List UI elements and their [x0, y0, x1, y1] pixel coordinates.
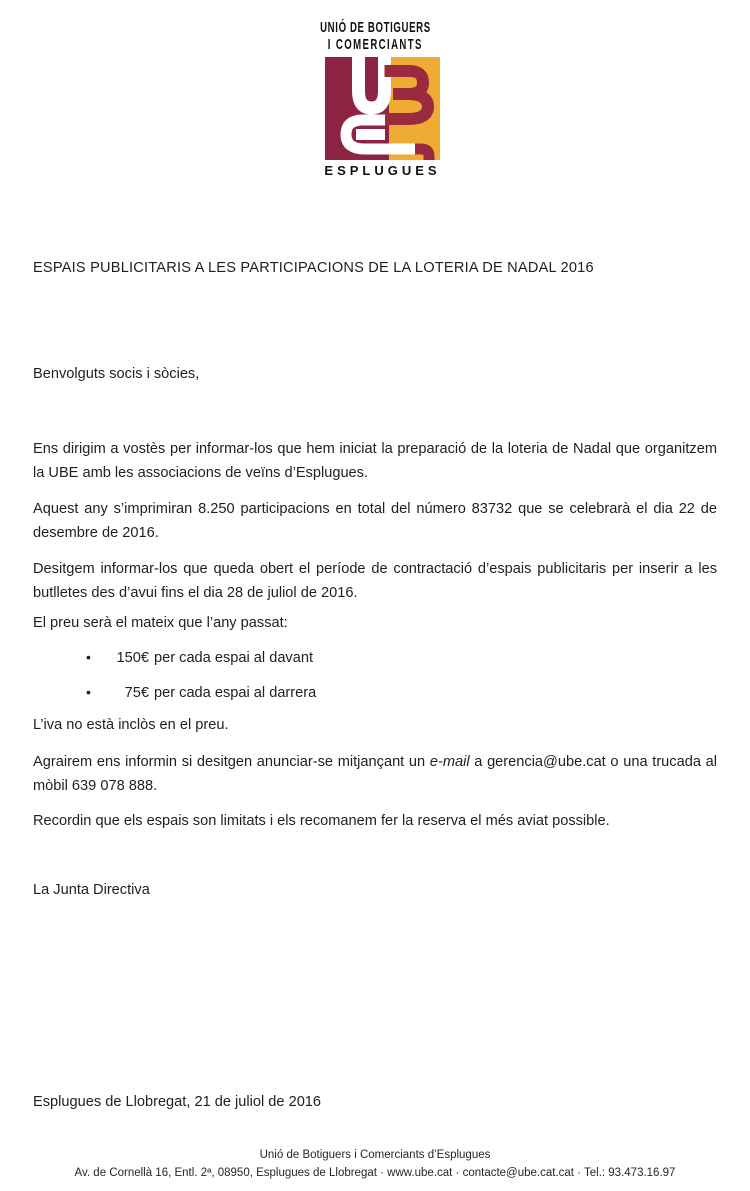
signature: La Junta Directiva [33, 882, 150, 898]
ube-logo-svg [325, 57, 440, 160]
contact-text-post: a gerencia@ube.cat o una trucada al mòbil 639 078 888. [33, 754, 717, 794]
bullet-item-back-price [33, 680, 717, 705]
bullet-amount: 75€ [124, 685, 149, 701]
paragraph-reminder: Recordin que els espais son limitats i els recomanem fer la reserva el més aviat possible. [33, 813, 610, 829]
contact-text-pre: Agrairem ens informin si desitgen anunciar-se mitjançant un [33, 754, 430, 770]
footer-org-line: Unió de Botiguers i Comerciants d’Esplugues [259, 1149, 491, 1161]
page-footer [0, 1146, 750, 1182]
letter-title: ESPAIS PUBLICITARIS A LES PARTICIPACIONS DE LA LOTERIA DE NADAL 2016 [33, 260, 594, 276]
org-name [0, 20, 750, 53]
paragraph-intro: Ens dirigim a vostès per informar-los que hem iniciat la preparació de la loteria de Nadal que organitzem la UBE amb les associacions de veïns d’Esplugues. [33, 441, 717, 481]
bullet-text: per cada espai al davant [154, 650, 314, 666]
org-name-line1: UNIÓ DE BOTIGUERS [319, 19, 431, 36]
place-date-line: Esplugues de Llobregat, 21 de juliol de 2016 [33, 1094, 322, 1110]
bullet-dot-icon: • [86, 684, 91, 700]
bullet-dot-icon: • [86, 649, 91, 665]
logo-city-label: ESPLUGUES [324, 163, 441, 178]
footer-address-line: Av. de Cornellà 16, Entl. 2ª, 08950, Esplugues de Llobregat · www.ube.cat · contacte@ube.cat.cat · Tel.: 93.473.16.97 [74, 1167, 676, 1179]
org-name-line2: I COMERCIANTS [327, 35, 423, 53]
paragraph-print-run: Aquest any s’imprimiran 8.250 participacions en total del número 83732 que se celebrarà el dia 22 de desembre de 2016. [33, 501, 717, 541]
paragraph-vat-note: L’iva no està inclòs en el preu. [33, 717, 229, 733]
paragraph-contract-period: Desitgem informar-los que queda obert el període de contractació d’espais publicitaris per inserir a les butlletes des d’avui fins el dia 28 de juliol de 2016. [33, 561, 717, 601]
bullet-item-front-price [33, 645, 717, 670]
bullet-amount: 150€ [116, 650, 149, 666]
paragraph-price: El preu serà el mateix que l’any passat: [33, 615, 288, 631]
contact-email-word: e-mail [429, 754, 470, 770]
paragraph-contact [33, 750, 717, 798]
greeting: Benvolguts socis i sòcies, [33, 366, 200, 382]
bullet-text: per cada espai al darrera [154, 685, 317, 701]
ube-logo-icon [325, 57, 440, 160]
